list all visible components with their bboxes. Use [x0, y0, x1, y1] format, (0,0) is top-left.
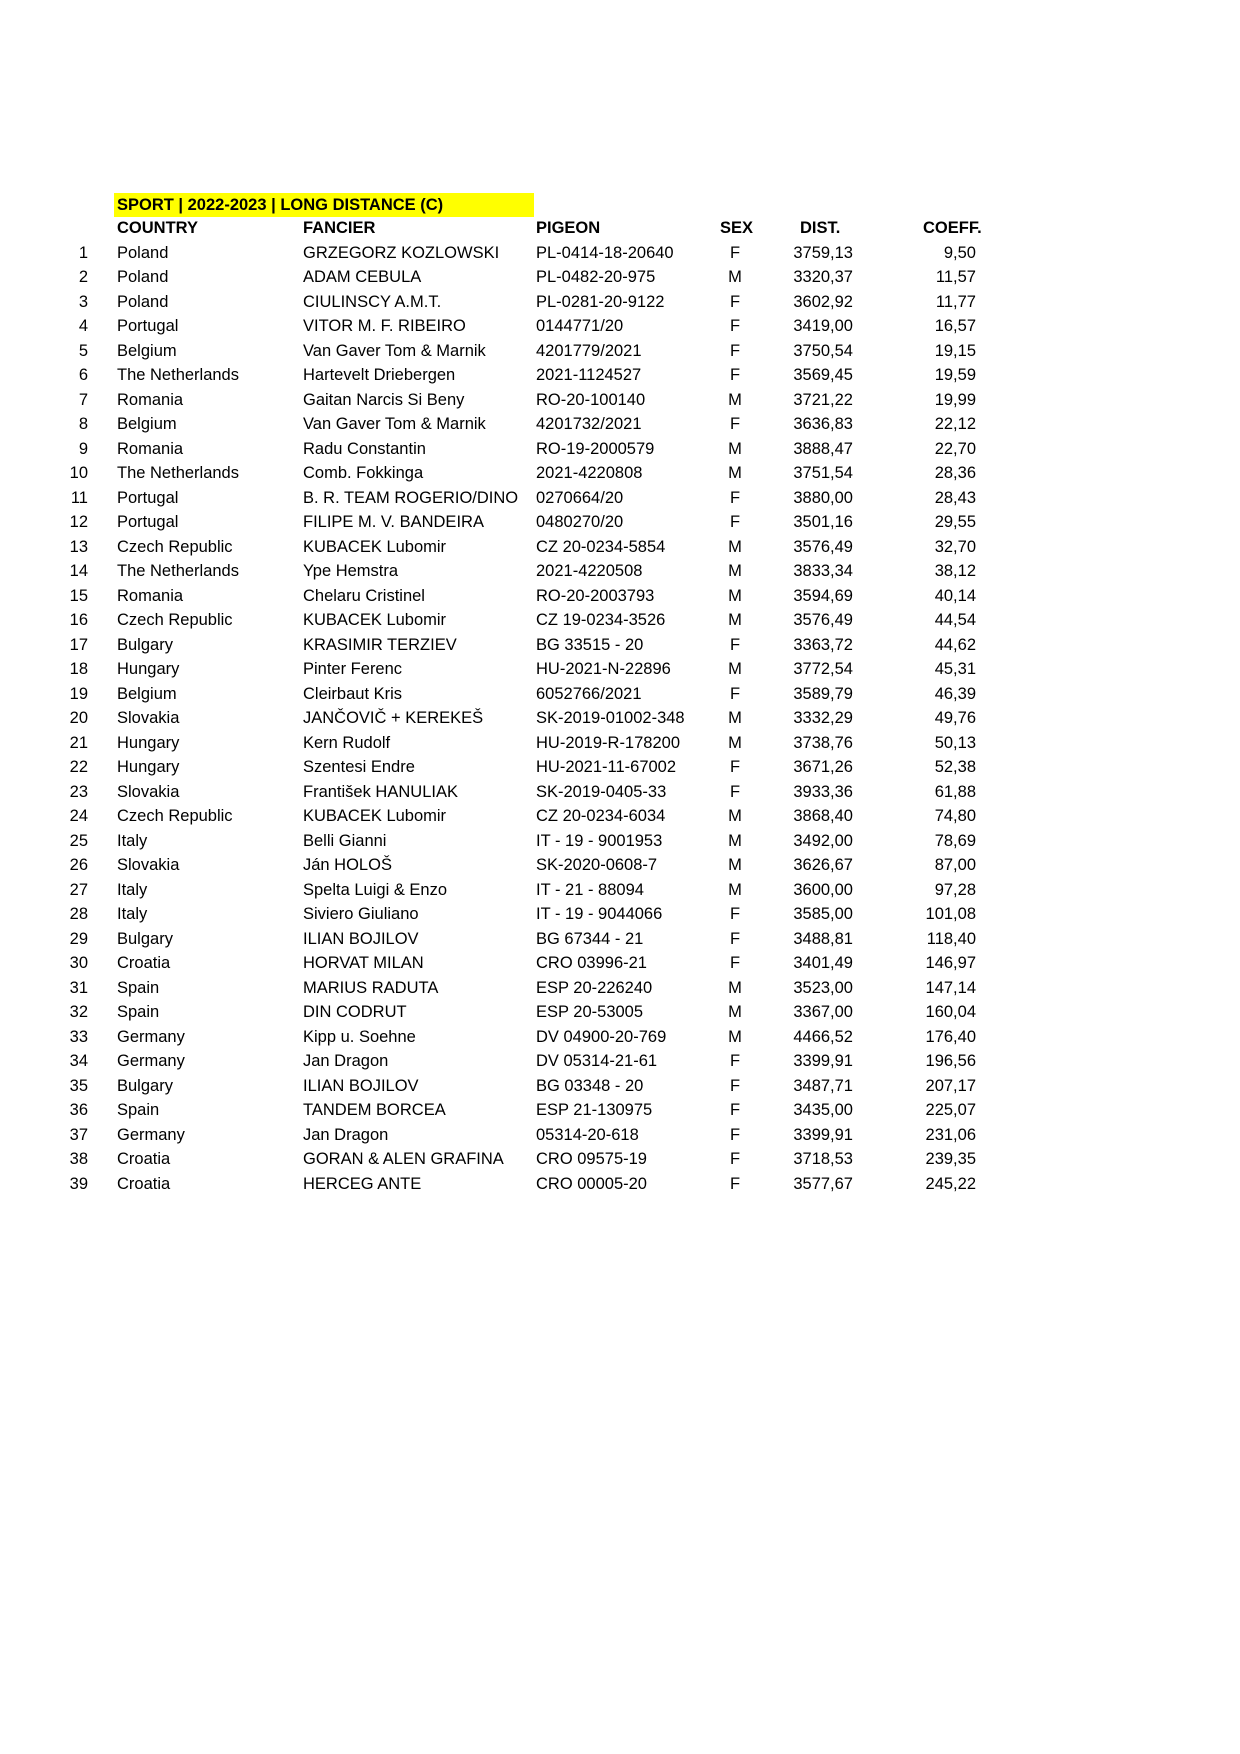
- cell-coeff: 118,40: [926, 929, 976, 948]
- cell-sex: M: [728, 562, 742, 580]
- cell-dist: 3488,81: [793, 929, 853, 948]
- cell-country: Portugal: [117, 513, 179, 531]
- cell-country: Belgium: [117, 684, 177, 703]
- cell-pigeon: CZ 20-0234-5854: [536, 537, 666, 556]
- cell-sex: F: [729, 782, 741, 801]
- cell-fancier: B. R. TEAM ROGERIO/DINO: [303, 488, 519, 507]
- cell-rank: 35: [69, 1076, 88, 1095]
- cell-fancier: TANDEM BORCEA: [303, 1101, 446, 1119]
- header-pigeon: PIGEON: [536, 219, 601, 237]
- cell-country: Italy: [117, 831, 148, 850]
- cell-fancier: ILIAN BOJILOV: [303, 929, 419, 948]
- cell-country: Slovakia: [117, 856, 180, 874]
- cell-fancier: DIN CODRUT: [303, 1003, 407, 1021]
- cell-dist: 3751,54: [793, 464, 853, 482]
- cell-dist: 3721,22: [793, 390, 853, 409]
- cell-dist: 3772,54: [793, 660, 853, 678]
- cell-sex: F: [729, 317, 741, 335]
- cell-rank: 30: [69, 954, 88, 972]
- cell-country: Spain: [117, 978, 160, 997]
- cell-coeff: 40,14: [934, 586, 976, 605]
- cell-coeff: 245,22: [925, 1174, 976, 1193]
- cell-rank: 36: [69, 1101, 88, 1119]
- cell-fancier: Radu Constantin: [303, 439, 426, 458]
- cell-dist: 3600,00: [793, 880, 853, 899]
- cell-rank: 26: [69, 856, 88, 874]
- cell-sex: M: [728, 464, 742, 482]
- cell-pigeon: CRO 00005-20: [536, 1174, 647, 1193]
- cell-coeff: 16,57: [934, 317, 976, 335]
- cell-coeff: 147,14: [925, 978, 976, 997]
- cell-fancier: Siviero Giuliano: [303, 905, 419, 923]
- cell-sex: M: [728, 1027, 742, 1046]
- cell-rank: 20: [69, 709, 88, 727]
- cell-pigeon: PL-0414-18-20640: [536, 243, 674, 262]
- cell-dist: 3888,47: [793, 439, 853, 458]
- cell-country: The Netherlands: [117, 366, 239, 384]
- cell-rank: 12: [69, 513, 88, 531]
- cell-sex: M: [728, 537, 742, 556]
- cell-fancier: Jan Dragon: [303, 1125, 389, 1144]
- cell-dist: 3367,00: [793, 1003, 853, 1021]
- header-fancier: FANCIER: [303, 219, 376, 237]
- cell-dist: 3320,37: [793, 268, 853, 286]
- cell-dist: 3671,26: [793, 758, 853, 776]
- cell-dist: 3833,34: [793, 562, 853, 580]
- cell-rank: 7: [78, 390, 88, 409]
- cell-dist: 3435,00: [793, 1101, 853, 1119]
- cell-coeff: 38,12: [934, 562, 976, 580]
- cell-coeff: 29,55: [934, 513, 976, 531]
- cell-pigeon: CZ 19-0234-3526: [536, 611, 666, 629]
- cell-rank: 22: [69, 758, 88, 776]
- cell-dist: 3750,54: [793, 341, 853, 360]
- cell-country: Czech Republic: [117, 807, 233, 825]
- cell-rank: 27: [69, 880, 88, 899]
- cell-coeff: 87,00: [934, 856, 976, 874]
- cell-coeff: 225,07: [925, 1101, 976, 1119]
- cell-pigeon: 4201779/2021: [536, 341, 642, 360]
- cell-sex: M: [728, 439, 742, 458]
- cell-rank: 21: [69, 733, 88, 752]
- header-coeff: COEFF.: [923, 219, 982, 237]
- cell-country: Portugal: [117, 488, 179, 507]
- cell-fancier: JANČOVIČ + KEREKEŠ: [303, 709, 484, 727]
- cell-dist: 3738,76: [793, 733, 853, 752]
- cell-fancier: Kipp u. Soehne: [303, 1027, 416, 1046]
- cell-country: Romania: [117, 586, 184, 605]
- cell-country: Italy: [117, 880, 148, 899]
- cell-dist: 3589,79: [793, 684, 853, 703]
- cell-fancier: Comb. Fokkinga: [303, 464, 424, 482]
- cell-country: Spain: [117, 1003, 160, 1021]
- header-sex: SEX: [720, 219, 754, 237]
- cell-sex: F: [729, 1052, 741, 1070]
- cell-country: Croatia: [117, 1150, 171, 1168]
- cell-fancier: KUBACEK Lubomir: [303, 537, 447, 556]
- cell-sex: F: [729, 341, 741, 360]
- cell-coeff: 46,39: [934, 684, 976, 703]
- cell-fancier: Spelta Luigi & Enzo: [303, 880, 448, 899]
- cell-country: Czech Republic: [117, 537, 233, 556]
- cell-country: Bulgary: [117, 635, 173, 654]
- cell-fancier: KUBACEK Lubomir: [303, 611, 447, 629]
- cell-rank: 1: [78, 243, 88, 262]
- cell-fancier: Cleirbaut Kris: [303, 684, 403, 703]
- cell-sex: F: [729, 758, 741, 776]
- cell-country: Poland: [117, 292, 169, 311]
- cell-dist: 3880,00: [793, 488, 853, 507]
- cell-pigeon: PL-0281-20-9122: [536, 292, 665, 311]
- cell-country: Croatia: [117, 1174, 171, 1193]
- cell-coeff: 78,69: [934, 831, 976, 850]
- cell-dist: 3759,13: [793, 243, 853, 262]
- cell-sex: F: [729, 366, 741, 384]
- cell-dist: 3868,40: [793, 807, 853, 825]
- cell-rank: 18: [69, 660, 88, 678]
- cell-fancier: Kern Rudolf: [303, 733, 391, 752]
- cell-sex: F: [729, 905, 741, 923]
- cell-coeff: 52,38: [934, 758, 976, 776]
- cell-sex: M: [728, 880, 742, 899]
- cell-fancier: CIULINSCY A.M.T.: [303, 292, 442, 311]
- cell-country: The Netherlands: [117, 562, 239, 580]
- cell-dist: 3487,71: [793, 1076, 853, 1095]
- cell-fancier: VITOR M. F. RIBEIRO: [303, 317, 466, 335]
- cell-rank: 5: [78, 341, 88, 360]
- cell-dist: 3399,91: [793, 1125, 853, 1144]
- cell-coeff: 101,08: [925, 905, 976, 923]
- cell-sex: F: [729, 1150, 741, 1168]
- cell-coeff: 231,06: [925, 1125, 976, 1144]
- cell-rank: 17: [69, 635, 88, 654]
- cell-sex: M: [728, 268, 742, 286]
- header-country: COUNTRY: [117, 219, 198, 237]
- cell-coeff: 97,28: [934, 880, 976, 899]
- cell-fancier: KUBACEK Lubomir: [303, 807, 447, 825]
- cell-fancier: Chelaru Cristinel: [303, 586, 425, 605]
- cell-dist: 3401,49: [793, 954, 853, 972]
- cell-dist: 3332,29: [793, 709, 853, 727]
- cell-rank: 31: [69, 978, 88, 997]
- cell-coeff: 19,59: [934, 366, 976, 384]
- cell-country: Poland: [117, 243, 169, 262]
- cell-coeff: 28,43: [934, 488, 976, 507]
- cell-country: Slovakia: [117, 709, 180, 727]
- cell-rank: 14: [69, 562, 88, 580]
- cell-rank: 16: [69, 611, 88, 629]
- cell-pigeon: CRO 09575-19: [536, 1150, 647, 1168]
- cell-fancier: Gaitan Narcis Si Beny: [303, 390, 465, 409]
- cell-pigeon: 2021-1124527: [536, 366, 642, 384]
- cell-rank: 4: [78, 317, 88, 335]
- cell-pigeon: RO-20-2003793: [536, 586, 655, 605]
- cell-sex: M: [728, 611, 742, 629]
- cell-country: Belgium: [117, 415, 177, 433]
- cell-sex: M: [728, 586, 742, 605]
- cell-pigeon: IT - 19 - 9001953: [536, 831, 663, 850]
- cell-country: Slovakia: [117, 782, 180, 801]
- cell-country: Hungary: [117, 758, 180, 776]
- cell-country: Bulgary: [117, 929, 173, 948]
- cell-country: Poland: [117, 268, 169, 286]
- cell-sex: F: [729, 1174, 741, 1193]
- cell-fancier: MARIUS RADUTA: [303, 978, 439, 997]
- cell-sex: M: [728, 660, 742, 678]
- cell-country: Belgium: [117, 341, 177, 360]
- cell-fancier: GRZEGORZ KOZLOWSKI: [303, 243, 500, 262]
- cell-country: Italy: [117, 905, 148, 923]
- cell-pigeon: 4201732/2021: [536, 415, 642, 433]
- cell-country: Germany: [117, 1027, 185, 1046]
- cell-coeff: 74,80: [934, 807, 976, 825]
- cell-rank: 2: [78, 268, 88, 286]
- cell-fancier: Ján HOLOŠ: [303, 856, 392, 874]
- cell-rank: 13: [69, 537, 88, 556]
- cell-rank: 23: [69, 782, 88, 801]
- cell-country: Romania: [117, 439, 184, 458]
- cell-fancier: HORVAT MILAN: [303, 954, 424, 972]
- cell-sex: F: [729, 415, 741, 433]
- cell-rank: 25: [69, 831, 88, 850]
- cell-pigeon: 0270664/20: [536, 488, 624, 507]
- cell-coeff: 44,54: [934, 611, 976, 629]
- cell-pigeon: CRO 03996-21: [536, 954, 647, 972]
- cell-sex: F: [729, 1101, 741, 1119]
- cell-fancier: HERCEG ANTE: [303, 1174, 422, 1193]
- cell-pigeon: CZ 20-0234-6034: [536, 807, 666, 825]
- cell-coeff: 11,57: [935, 268, 976, 286]
- cell-dist: 3585,00: [793, 905, 853, 923]
- cell-rank: 34: [69, 1052, 88, 1070]
- cell-dist: 3576,49: [793, 611, 853, 629]
- cell-country: Hungary: [117, 733, 180, 752]
- cell-pigeon: ESP 20-53005: [536, 1003, 644, 1021]
- cell-pigeon: 6052766/2021: [536, 684, 642, 703]
- cell-rank: 10: [69, 464, 88, 482]
- cell-coeff: 207,17: [925, 1076, 976, 1095]
- cell-sex: M: [728, 807, 742, 825]
- cell-sex: F: [729, 513, 741, 531]
- cell-pigeon: SK-2019-01002-348: [536, 709, 685, 727]
- cell-coeff: 19,99: [934, 390, 976, 409]
- cell-sex: F: [729, 1125, 741, 1144]
- cell-coeff: 146,97: [925, 954, 976, 972]
- cell-dist: 3594,69: [793, 586, 853, 605]
- cell-country: Germany: [117, 1125, 185, 1144]
- cell-dist: 3577,67: [793, 1174, 853, 1193]
- cell-rank: 38: [69, 1150, 88, 1168]
- cell-pigeon: BG 33515 - 20: [536, 635, 644, 654]
- cell-rank: 11: [70, 488, 88, 507]
- cell-dist: 3569,45: [793, 366, 853, 384]
- cell-fancier: GORAN & ALEN GRAFINA: [303, 1150, 504, 1168]
- cell-pigeon: RO-19-2000579: [536, 439, 655, 458]
- cell-country: Bulgary: [117, 1076, 173, 1095]
- cell-pigeon: DV 05314-21-61: [536, 1052, 658, 1070]
- cell-coeff: 22,12: [934, 415, 976, 433]
- cell-coeff: 196,56: [925, 1052, 976, 1070]
- cell-fancier: ILIAN BOJILOV: [303, 1076, 419, 1095]
- cell-pigeon: HU-2021-N-22896: [536, 660, 671, 678]
- cell-rank: 6: [78, 366, 88, 384]
- cell-country: The Netherlands: [117, 464, 239, 482]
- cell-dist: 3626,67: [793, 856, 853, 874]
- cell-fancier: ADAM CEBULA: [303, 268, 422, 286]
- cell-rank: 29: [69, 929, 88, 948]
- cell-country: Hungary: [117, 660, 180, 678]
- cell-fancier: Van Gaver Tom & Marnik: [303, 415, 486, 433]
- cell-sex: F: [729, 243, 741, 262]
- cell-country: Germany: [117, 1052, 185, 1070]
- cell-rank: 32: [69, 1003, 88, 1021]
- cell-sex: F: [729, 929, 741, 948]
- cell-coeff: 239,35: [925, 1150, 976, 1168]
- cell-rank: 9: [78, 439, 88, 458]
- cell-coeff: 28,36: [934, 464, 976, 482]
- cell-fancier: Ype Hemstra: [303, 562, 399, 580]
- cell-sex: F: [729, 954, 741, 972]
- cell-dist: 3576,49: [793, 537, 853, 556]
- cell-pigeon: HU-2019-R-178200: [536, 733, 680, 752]
- cell-fancier: Hartevelt Driebergen: [303, 366, 456, 384]
- cell-fancier: František HANULIAK: [303, 782, 458, 801]
- cell-pigeon: BG 03348 - 20: [536, 1076, 644, 1095]
- cell-sex: M: [728, 733, 742, 752]
- cell-pigeon: DV 04900-20-769: [536, 1027, 667, 1046]
- cell-pigeon: IT - 19 - 9044066: [536, 905, 663, 923]
- cell-pigeon: PL-0482-20-975: [536, 268, 656, 286]
- cell-sex: M: [728, 1003, 742, 1021]
- cell-dist: 4466,52: [793, 1027, 853, 1046]
- cell-sex: M: [728, 709, 742, 727]
- cell-dist: 3523,00: [793, 978, 853, 997]
- cell-sex: F: [729, 1076, 741, 1095]
- cell-country: Croatia: [117, 954, 171, 972]
- cell-pigeon: ESP 20-226240: [536, 978, 653, 997]
- cell-fancier: Szentesi Endre: [303, 758, 415, 776]
- cell-country: Czech Republic: [117, 611, 233, 629]
- cell-sex: F: [729, 635, 741, 654]
- cell-rank: 8: [78, 415, 88, 433]
- cell-pigeon: IT - 21 - 88094: [536, 880, 644, 899]
- cell-coeff: 11,77: [935, 292, 976, 311]
- cell-rank: 19: [69, 684, 88, 703]
- cell-sex: M: [728, 390, 742, 409]
- cell-coeff: 50,13: [934, 733, 976, 752]
- cell-coeff: 22,70: [934, 439, 976, 458]
- cell-sex: M: [728, 978, 742, 997]
- cell-dist: 3501,16: [793, 513, 853, 531]
- cell-pigeon: HU-2021-11-67002: [536, 758, 677, 776]
- cell-coeff: 45,31: [934, 660, 976, 678]
- cell-coeff: 160,04: [925, 1003, 976, 1021]
- cell-coeff: 32,70: [934, 537, 976, 556]
- cell-sex: M: [728, 856, 742, 874]
- cell-coeff: 9,50: [943, 243, 976, 262]
- cell-dist: 3492,00: [793, 831, 853, 850]
- cell-country: Romania: [117, 390, 184, 409]
- cell-pigeon: SK-2019-0405-33: [536, 782, 667, 801]
- cell-pigeon: 2021-4220508: [536, 562, 643, 580]
- cell-fancier: FILIPE M. V. BANDEIRA: [303, 513, 484, 531]
- cell-dist: 3718,53: [793, 1150, 853, 1168]
- cell-rank: 33: [69, 1027, 88, 1046]
- cell-rank: 37: [69, 1125, 88, 1144]
- cell-pigeon: 05314-20-618: [536, 1125, 639, 1144]
- cell-rank: 3: [78, 292, 88, 311]
- cell-dist: 3602,92: [793, 292, 853, 311]
- cell-sex: M: [728, 831, 742, 850]
- cell-coeff: 176,40: [925, 1027, 976, 1046]
- cell-pigeon: 0480270/20: [536, 513, 624, 531]
- cell-coeff: 19,15: [934, 341, 976, 360]
- cell-dist: 3363,72: [793, 635, 853, 654]
- cell-fancier: Belli Gianni: [303, 831, 387, 850]
- cell-sex: F: [729, 684, 741, 703]
- cell-pigeon: 2021-4220808: [536, 464, 643, 482]
- cell-dist: 3399,91: [793, 1052, 853, 1070]
- cell-coeff: 44,62: [934, 635, 976, 654]
- cell-pigeon: SK-2020-0608-7: [536, 856, 658, 874]
- cell-coeff: 61,88: [934, 782, 976, 801]
- cell-sex: F: [729, 488, 741, 507]
- cell-pigeon: BG 67344 - 21: [536, 929, 644, 948]
- cell-country: Portugal: [117, 317, 179, 335]
- cell-fancier: Pinter Ferenc: [303, 660, 403, 678]
- cell-rank: 15: [69, 586, 88, 605]
- cell-fancier: KRASIMIR TERZIEV: [303, 635, 457, 654]
- cell-rank: 39: [69, 1174, 88, 1193]
- cell-fancier: Van Gaver Tom & Marnik: [303, 341, 486, 360]
- cell-sex: F: [729, 292, 741, 311]
- cell-rank: 24: [69, 807, 88, 825]
- header-dist: DIST.: [800, 219, 841, 237]
- cell-dist: 3419,00: [793, 317, 853, 335]
- cell-dist: 3636,83: [793, 415, 853, 433]
- cell-country: Spain: [117, 1101, 160, 1119]
- cell-pigeon: RO-20-100140: [536, 390, 646, 409]
- cell-fancier: Jan Dragon: [303, 1052, 389, 1070]
- sheet-title: SPORT | 2022-2023 | LONG DISTANCE (C): [117, 196, 444, 214]
- cell-dist: 3933,36: [793, 782, 853, 801]
- cell-rank: 28: [69, 905, 88, 923]
- cell-pigeon: ESP 21-130975: [536, 1101, 653, 1119]
- cell-coeff: 49,76: [934, 709, 976, 727]
- cell-pigeon: 0144771/20: [536, 317, 624, 335]
